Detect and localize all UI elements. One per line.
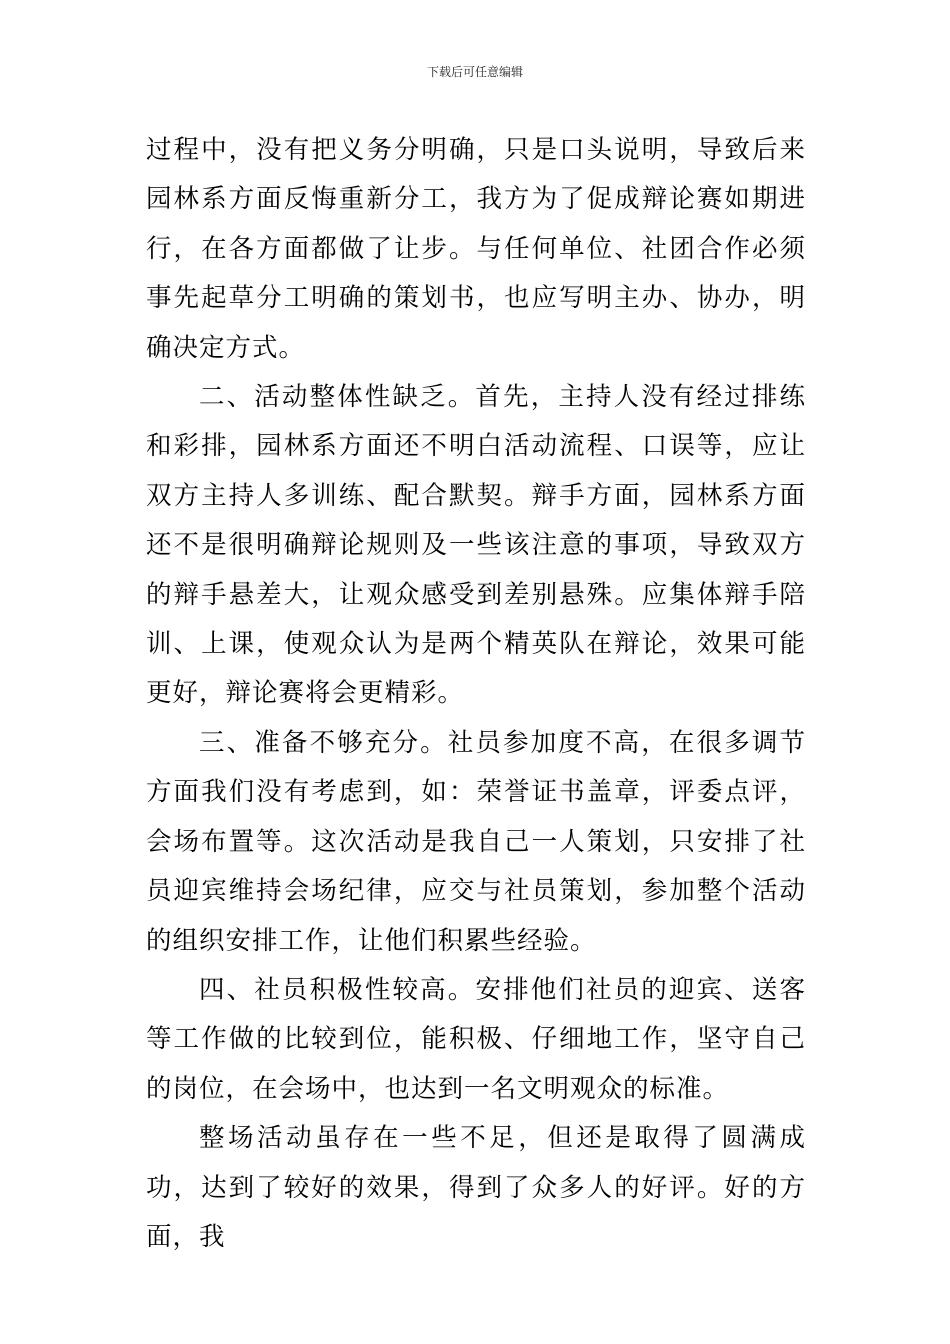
paragraph-item-2: 二、活动整体性缺乏。首先，主持人没有经过排练和彩排，园林系方面还不明白活动流程、口误等，应让双方主持人多训练、配合默契。辩手方面，园林系方面还不是很明确辩论规则及一些该注意的事项，导致双方的辩手悬差大，让观众感受到差别悬殊。应集体辩手陪训、上课，使观众认为是两个精英队在辩论，效果可能更好，辩论赛将会更精彩。	[146, 382, 806, 709]
page-header: 下载后可任意编辑	[426, 65, 523, 79]
paragraph-item-3: 三、准备不够充分。社员参加度不高，在很多调节方面我们没有考虑到，如：荣誉证书盖章，评委点评，会场布置等。这次活动是我自己一人策划，只安排了社员迎宾维持会场纪律，应交与社员策划，参加整个活动的组织安排工作，让他们积累些经验。	[146, 727, 806, 956]
document-body	[146, 126, 806, 1262]
paragraph-continued: 过程中，没有把义务分明确，只是口头说明，导致后来园林系方面反悔重新分工，我方为了促成辩论赛如期进行，在各方面都做了让步。与任何单位、社团合作必须事先起草分工明确的策划书，也应写明主办、协办，明确决定方式。	[146, 135, 806, 363]
paragraph-summary: 整场活动虽存在一些不足，但还是取得了圆满成功，达到了较好的效果，得到了众多人的好评。好的方面，我	[146, 1123, 806, 1252]
paragraph-item-4: 四、社员积极性较高。安排他们社员的迎宾、送客等工作做的比较到位，能积极、仔细地工作，坚守自己的岗位，在会场中，也达到一名文明观众的标准。	[146, 974, 806, 1104]
